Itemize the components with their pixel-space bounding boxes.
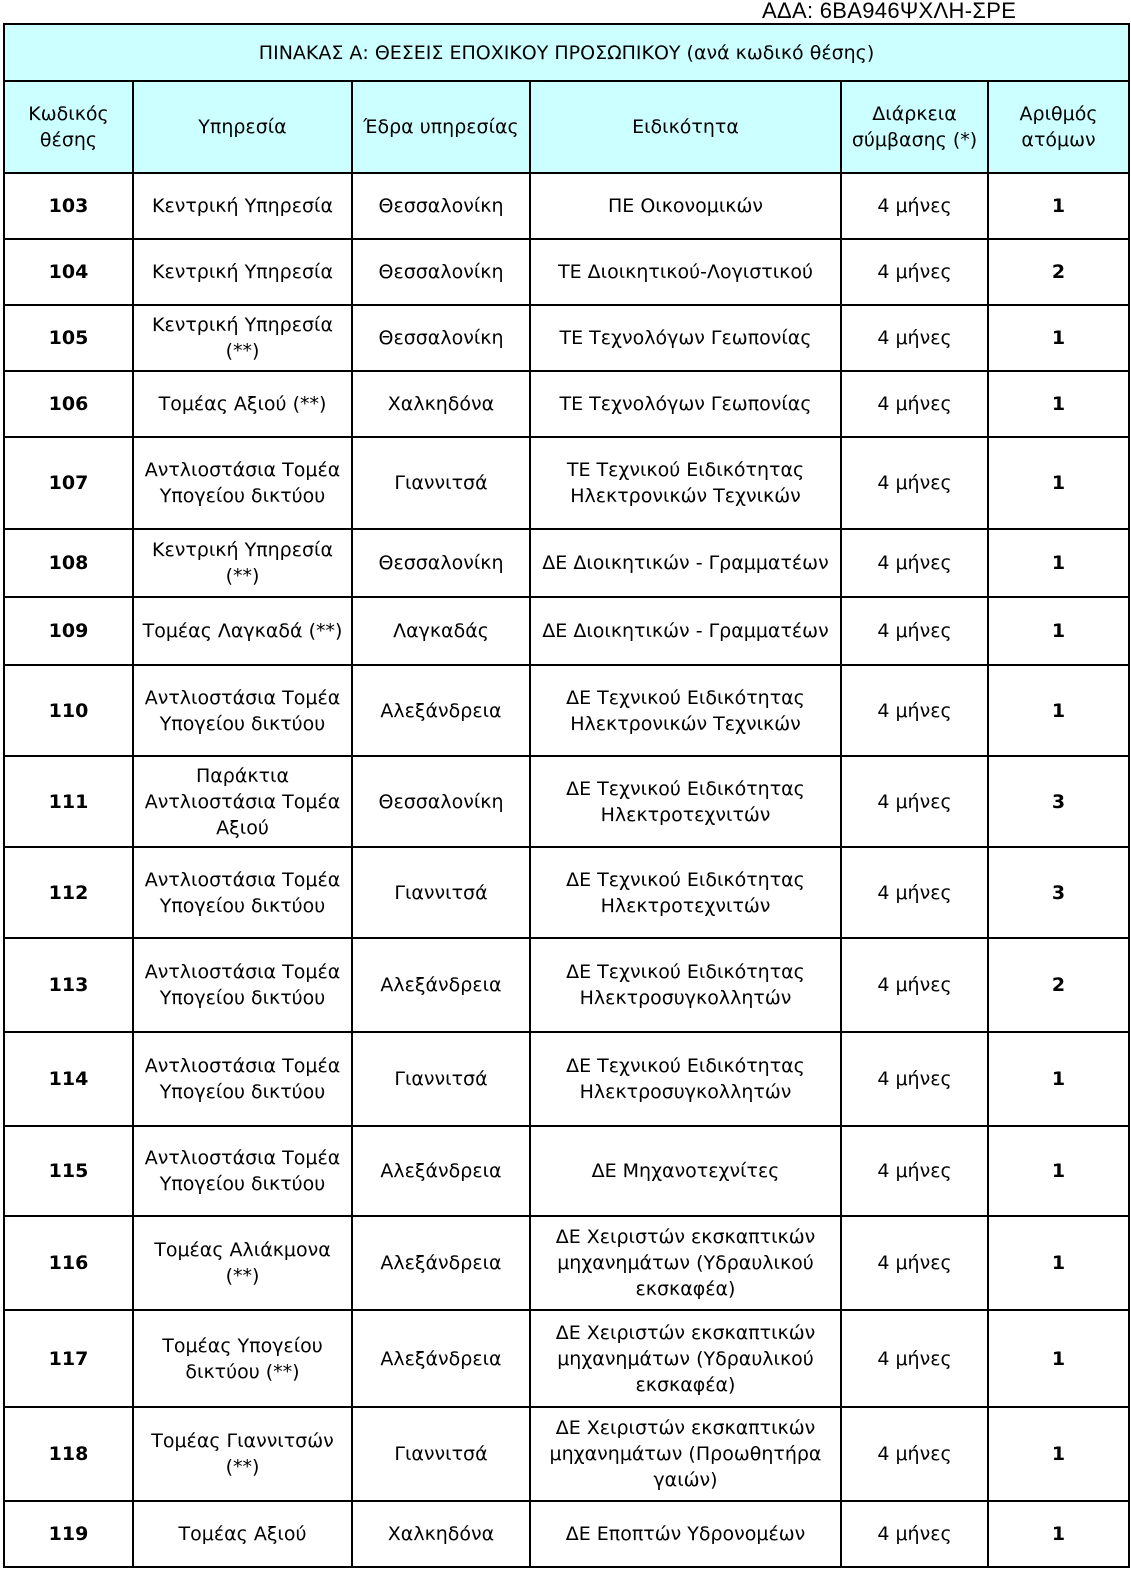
cell-specialty: ΔΕ Χειριστών εκσκαπτικών μηχανημάτων (Προωθητήρα γαιών) [530, 1407, 841, 1501]
cell-service: Αντλιοστάσια Τομέα Υπογείου δικτύου [133, 665, 352, 756]
cell-duration: 4 μήνες [841, 1216, 988, 1310]
cell-service: Αντλιοστάσια Τομέα Υπογείου δικτύου [133, 938, 352, 1032]
cell-duration: 4 μήνες [841, 938, 988, 1032]
table-row [4, 173, 1129, 239]
cell-seat: Χαλκηδόνα [352, 1501, 530, 1567]
cell-service: Αντλιοστάσια Τομέα Υπογείου δικτύου [133, 1126, 352, 1216]
cell-count: 1 [988, 305, 1129, 371]
cell-specialty: ΔΕ Τεχνικού Ειδικότητας Ηλεκτροσυγκολλητών [530, 1032, 841, 1126]
ada-code: ΑΔΑ: 6ΒΑ946ΨΧΛΗ-ΣΡΕ [762, 0, 1017, 23]
cell-duration: 4 μήνες [841, 1126, 988, 1216]
cell-count: 1 [988, 1216, 1129, 1310]
cell-service: Αντλιοστάσια Τομέα Υπογείου δικτύου [133, 437, 352, 529]
table-row [4, 305, 1129, 371]
cell-duration: 4 μήνες [841, 665, 988, 756]
cell-code: 104 [4, 239, 133, 305]
cell-duration: 4 μήνες [841, 371, 988, 437]
cell-service: Κεντρική Υπηρεσία [133, 173, 352, 239]
cell-service: Κεντρική Υπηρεσία (**) [133, 305, 352, 371]
cell-code: 107 [4, 437, 133, 529]
cell-specialty: ΔΕ Μηχανοτεχνίτες [530, 1126, 841, 1216]
cell-service: Τομέας Αλιάκμονα (**) [133, 1216, 352, 1310]
table-row [4, 756, 1129, 847]
table-row [4, 1216, 1129, 1310]
cell-code: 110 [4, 665, 133, 756]
cell-count: 3 [988, 756, 1129, 847]
cell-seat: Γιαννιτσά [352, 437, 530, 529]
cell-seat: Θεσσαλονίκη [352, 173, 530, 239]
cell-specialty: ΤΕ Τεχνολόγων Γεωπονίας [530, 371, 841, 437]
cell-service: Τομέας Υπογείου δικτύου (**) [133, 1310, 352, 1407]
cell-duration: 4 μήνες [841, 239, 988, 305]
cell-code: 103 [4, 173, 133, 239]
cell-duration: 4 μήνες [841, 847, 988, 938]
cell-service: Αντλιοστάσια Τομέα Υπογείου δικτύου [133, 1032, 352, 1126]
cell-count: 1 [988, 173, 1129, 239]
header-service: Υπηρεσία [133, 81, 352, 173]
cell-seat: Γιαννιτσά [352, 847, 530, 938]
cell-specialty: ΔΕ Τεχνικού Ειδικότητας Ηλεκτροσυγκολλητών [530, 938, 841, 1032]
cell-service: Τομέας Αξιού [133, 1501, 352, 1567]
cell-specialty: ΔΕ Εποπτών Υδρονομέων [530, 1501, 841, 1567]
table-row [4, 665, 1129, 756]
cell-count: 1 [988, 1310, 1129, 1407]
cell-code: 114 [4, 1032, 133, 1126]
cell-seat: Χαλκηδόνα [352, 371, 530, 437]
cell-specialty: ΤΕ Διοικητικού-Λογιστικού [530, 239, 841, 305]
cell-count: 1 [988, 597, 1129, 665]
cell-duration: 4 μήνες [841, 1310, 988, 1407]
cell-specialty: ΠΕ Οικονομικών [530, 173, 841, 239]
cell-code: 117 [4, 1310, 133, 1407]
cell-duration: 4 μήνες [841, 1407, 988, 1501]
cell-service: Κεντρική Υπηρεσία (**) [133, 529, 352, 597]
cell-service: Παράκτια Αντλιοστάσια Τομέα Αξιού [133, 756, 352, 847]
cell-code: 119 [4, 1501, 133, 1567]
cell-code: 108 [4, 529, 133, 597]
table-row [4, 437, 1129, 529]
cell-duration: 4 μήνες [841, 756, 988, 847]
cell-seat: Αλεξάνδρεια [352, 1310, 530, 1407]
table-row [4, 371, 1129, 437]
table-row [4, 1310, 1129, 1407]
header-count: Αριθμός ατόμων [988, 81, 1129, 173]
cell-seat: Λαγκαδάς [352, 597, 530, 665]
cell-duration: 4 μήνες [841, 437, 988, 529]
table-row [4, 1501, 1129, 1567]
cell-count: 1 [988, 371, 1129, 437]
cell-specialty: ΔΕ Τεχνικού Ειδικότητας Ηλεκτρονικών Τεχνικών [530, 665, 841, 756]
cell-specialty: ΤΕ Τεχνολόγων Γεωπονίας [530, 305, 841, 371]
table-row [4, 1032, 1129, 1126]
cell-duration: 4 μήνες [841, 1501, 988, 1567]
table-row [4, 239, 1129, 305]
cell-specialty: ΔΕ Χειριστών εκσκαπτικών μηχανημάτων (Υδραυλικού εκσκαφέα) [530, 1216, 841, 1310]
header-code: Κωδικός θέσης [4, 81, 133, 173]
cell-count: 1 [988, 1126, 1129, 1216]
cell-specialty: ΔΕ Τεχνικού Ειδικότητας Ηλεκτροτεχνιτών [530, 847, 841, 938]
cell-service: Τομέας Γιαννιτσών (**) [133, 1407, 352, 1501]
cell-seat: Θεσσαλονίκη [352, 239, 530, 305]
cell-duration: 4 μήνες [841, 173, 988, 239]
cell-service: Κεντρική Υπηρεσία [133, 239, 352, 305]
table-row [4, 1126, 1129, 1216]
cell-service: Τομέας Αξιού (**) [133, 371, 352, 437]
cell-service: Αντλιοστάσια Τομέα Υπογείου δικτύου [133, 847, 352, 938]
table-row [4, 597, 1129, 665]
cell-code: 111 [4, 756, 133, 847]
cell-count: 1 [988, 437, 1129, 529]
cell-seat: Θεσσαλονίκη [352, 529, 530, 597]
cell-specialty: ΔΕ Διοικητικών - Γραμματέων [530, 529, 841, 597]
table-row [4, 1407, 1129, 1501]
cell-specialty: ΔΕ Τεχνικού Ειδικότητας Ηλεκτροτεχνιτών [530, 756, 841, 847]
cell-seat: Θεσσαλονίκη [352, 756, 530, 847]
cell-code: 113 [4, 938, 133, 1032]
cell-code: 115 [4, 1126, 133, 1216]
cell-code: 112 [4, 847, 133, 938]
cell-count: 2 [988, 938, 1129, 1032]
cell-code: 116 [4, 1216, 133, 1310]
cell-code: 105 [4, 305, 133, 371]
cell-code: 118 [4, 1407, 133, 1501]
cell-seat: Γιαννιτσά [352, 1407, 530, 1501]
cell-duration: 4 μήνες [841, 597, 988, 665]
cell-count: 1 [988, 1407, 1129, 1501]
cell-count: 1 [988, 1501, 1129, 1567]
table-title: ΠΙΝΑΚΑΣ Α: ΘΕΣΕΙΣ ΕΠΟΧΙΚΟΥ ΠΡΟΣΩΠΙΚΟΥ (ανά κωδικό θέσης) [4, 24, 1129, 81]
cell-duration: 4 μήνες [841, 305, 988, 371]
cell-duration: 4 μήνες [841, 529, 988, 597]
cell-count: 1 [988, 1032, 1129, 1126]
cell-service: Τομέας Λαγκαδά (**) [133, 597, 352, 665]
positions-table [3, 23, 1130, 1568]
cell-code: 106 [4, 371, 133, 437]
cell-seat: Αλεξάνδρεια [352, 938, 530, 1032]
cell-duration: 4 μήνες [841, 1032, 988, 1126]
cell-seat: Γιαννιτσά [352, 1032, 530, 1126]
cell-seat: Αλεξάνδρεια [352, 1216, 530, 1310]
table-row [4, 529, 1129, 597]
cell-count: 1 [988, 529, 1129, 597]
cell-seat: Αλεξάνδρεια [352, 1126, 530, 1216]
cell-seat: Αλεξάνδρεια [352, 665, 530, 756]
cell-code: 109 [4, 597, 133, 665]
cell-specialty: ΔΕ Διοικητικών - Γραμματέων [530, 597, 841, 665]
cell-seat: Θεσσαλονίκη [352, 305, 530, 371]
header-seat: Έδρα υπηρεσίας [352, 81, 530, 173]
cell-count: 3 [988, 847, 1129, 938]
header-duration: Διάρκεια σύμβασης (*) [841, 81, 988, 173]
table-row [4, 938, 1129, 1032]
cell-count: 1 [988, 665, 1129, 756]
cell-count: 2 [988, 239, 1129, 305]
cell-specialty: ΤΕ Τεχνικού Ειδικότητας Ηλεκτρονικών Τεχνικών [530, 437, 841, 529]
header-specialty: Ειδικότητα [530, 81, 841, 173]
table-row [4, 847, 1129, 938]
cell-specialty: ΔΕ Χειριστών εκσκαπτικών μηχανημάτων (Υδραυλικού εκσκαφέα) [530, 1310, 841, 1407]
